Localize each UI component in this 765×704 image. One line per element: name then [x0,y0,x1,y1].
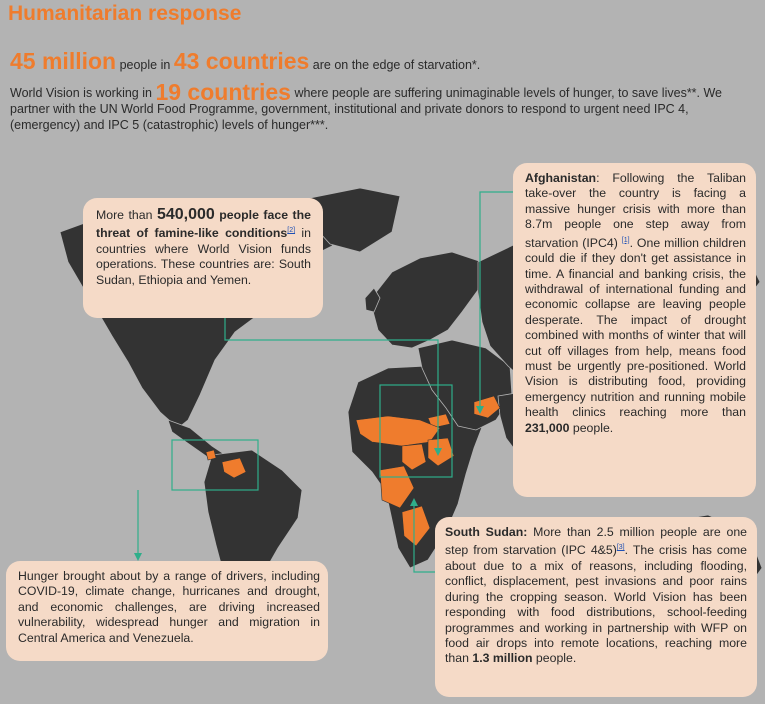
america-arrowhead [134,553,142,561]
afghanistan-ref[interactable]: [1] [621,236,630,244]
stat-text-1: people in [119,58,171,72]
afghanistan-reach: 231,000 [525,420,570,435]
south-sudan-text-1: More than 2.5 million people are one step from starvation (IPC 4&5) [445,525,748,558]
afghanistan-text-1: : Following the Taliban take-over the country is facing a massive hunger crisis with more than 8.7m people one step away from starvation (IPC4) [525,171,746,250]
haiti-highlight [206,450,216,460]
famine-callout [83,198,323,318]
america-text: Hunger brought about by a range of drivers, including COVID-19, climate change, hurricanes and drought, and economic challenges, are driving increased vulnerability, widespread hunger and migration in Central America and Venezuela. [18,569,320,645]
america-callout [6,561,328,661]
south-sudan-text-3: people. [535,651,577,666]
afghanistan-heading: Afghanistan [525,171,597,185]
page-title: Humanitarian response [8,2,242,25]
famine-lead: More than [96,208,153,222]
famine-ref[interactable]: [2] [287,227,296,235]
famine-bold-text: people face the threat of famine-like conditions [96,208,311,241]
famine-rest: in countries where World Vision funds operations. These countries are: South Sudan, Ethiopia and Yemen. [96,226,311,287]
stat-text-2: are on the edge of starvation*. [312,58,481,72]
people-count: 45 million [10,48,117,74]
south-sudan-text-2: . The crisis has come about due to a mix of reasons, including flooding, conflict, displacement, pest invasions and poor rains during the cropping season. World Vision has been responding with food distributions, school-feeding programmes and working in partnership with WFP on food air drops into remote locations, reaching more than [445,543,748,666]
south-sudan-heading: South Sudan: [445,525,528,539]
countries-count: 43 countries [173,48,310,74]
afghanistan-callout [513,163,756,497]
famine-number: 540,000 [156,206,215,223]
south-sudan-callout [435,517,757,697]
intro-lead: World Vision is working in [10,86,152,100]
wv-countries-count: 19 countries [155,79,291,105]
south-sudan-ref[interactable]: [3] [616,544,625,552]
south-sudan-reach: 1.3 million [472,651,533,666]
afghanistan-text-3: people. [572,420,614,435]
intro-tail: where people are suffering unimaginable levels of hunger, to save lives**. We partner with the UN World Food Programme, government, institutional and private donors to respond to urgent need IPC 4, (emergency) and IPC 5 (catastrophic) levels of hunger***. [10,86,723,132]
afghanistan-text-2: . One million children could die if they don't get assistance in time. A financial and banking crisis, the withdrawal of international funding and economic collapse are leaving people desperate. The impact of drought combined with months of winter that will cut off villages from help, means food must be urgently pre-positioned. World Vision is distributing food, providing emergency nutrition and running mobile health clinics reaching more than [525,235,746,420]
europe-landmass [370,252,482,348]
